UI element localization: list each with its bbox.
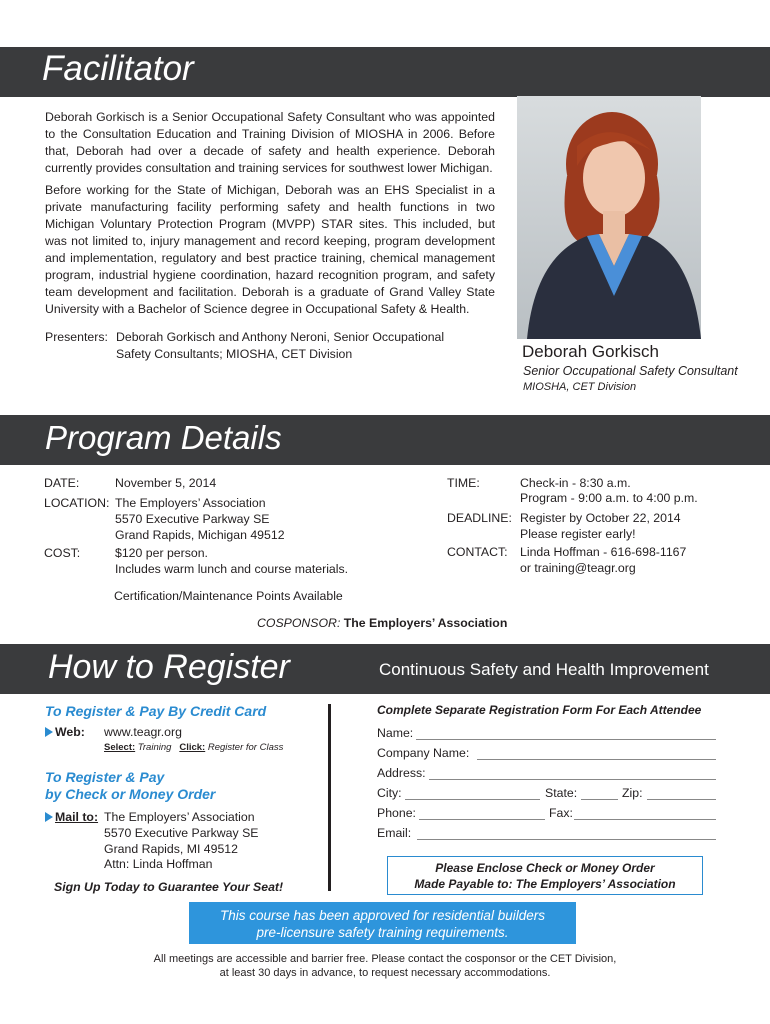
web-row — [45, 725, 85, 739]
mail-line-3: Grand Rapids, MI 49512 — [104, 842, 238, 856]
deadline-line-2: Please register early! — [520, 527, 636, 541]
state-field[interactable] — [581, 799, 618, 800]
email-field[interactable] — [417, 839, 716, 840]
check-heading-line-1: To Register & Pay — [45, 769, 165, 785]
location-line-2: 5570 Executive Parkway SE — [115, 512, 270, 526]
mail-to-row — [45, 810, 98, 824]
address-label: Address: — [377, 766, 426, 780]
deadline-line-1: Register by October 22, 2014 — [520, 511, 681, 525]
program-header-bar — [0, 415, 770, 465]
phone-label: Phone: — [377, 806, 416, 820]
date-label: DATE: — [44, 476, 80, 490]
company-field[interactable] — [477, 759, 716, 760]
photo-caption-title: Senior Occupational Safety Consultant — [523, 364, 738, 378]
signup-text: Sign Up Today to Guarantee Your Seat! — [54, 880, 284, 894]
contact-line-2: or training@teagr.org — [520, 561, 636, 575]
register-heading: How to Register — [48, 648, 290, 686]
mail-line-1: The Employers’ Association — [104, 810, 255, 824]
select-label: Select: — [104, 742, 136, 753]
program-heading: Program Details — [45, 419, 282, 456]
state-label: State: — [545, 786, 578, 800]
time-line-1: Check-in - 8:30 a.m. — [520, 476, 631, 490]
payment-note-line-2: Made Payable to: The Employers’ Association — [414, 877, 676, 891]
credit-card-heading: To Register & Pay By Credit Card — [45, 703, 267, 719]
date-value: November 5, 2014 — [115, 476, 217, 490]
photo-caption-name: Deborah Gorkisch — [522, 342, 660, 361]
city-field[interactable] — [405, 799, 540, 800]
section-divider — [328, 704, 331, 891]
payment-note-line-1: Please Enclose Check or Money Order — [435, 861, 655, 875]
select-click-instructions — [104, 742, 283, 753]
zip-label: Zip: — [622, 786, 643, 800]
check-heading-line-2: by Check or Money Order — [45, 786, 216, 802]
presenters-line-2: Safety Consultants; MIOSHA, CET Division — [116, 347, 353, 361]
address-field[interactable] — [429, 779, 716, 780]
select-value: Training — [137, 742, 172, 753]
approval-line-1: This course has been approved for residential builders — [220, 908, 545, 923]
deadline-label: DEADLINE: — [447, 511, 512, 525]
mail-line-2: 5570 Executive Parkway SE — [104, 826, 259, 840]
presenters-label: Presenters: — [45, 330, 108, 344]
click-label: Click: — [179, 742, 206, 753]
cosponsor-label: COSPONSOR: — [257, 616, 341, 630]
time-line-2: Program - 9:00 a.m. to 4:00 p.m. — [520, 491, 698, 505]
web-link[interactable]: www.teagr.org — [104, 725, 182, 739]
company-label: Company Name: — [377, 746, 470, 760]
certification-text: Certification/Maintenance Points Available — [114, 589, 343, 603]
accessibility-line-2: at least 30 days in advance, to request necessary accommodations. — [219, 967, 551, 979]
payment-note-box — [387, 856, 703, 895]
facilitator-heading: Facilitator — [42, 49, 194, 88]
mail-label: Mail to: — [55, 810, 99, 824]
contact-line-1: Linda Hoffman - 616-698-1167 — [520, 545, 687, 559]
cosponsor-value: The Employers’ Association — [343, 616, 508, 630]
register-subheading: Continuous Safety and Health Improvement — [379, 660, 709, 679]
time-label: TIME: — [447, 476, 480, 490]
fax-label: Fax: — [549, 806, 573, 820]
zip-field[interactable] — [647, 799, 716, 800]
facilitator-bio-paragraph-2: Before working for the State of Michigan, Deborah was an EHS Specialist in a private manufacturing facility performing safety and health functions in two Michigan Voluntary Protection Program (MVPP) STAR sites. This included, but was not limited to, injury management and record keeping, program development and implementation, regulatory and best practice training, chemical management program, industrial hygiene coordination, hazard recognition program, and safety team development and facilitation. Deborah is a graduate of Grand Valley State University with a Bachelor of Science degree in Occupational Safety & Health. — [45, 183, 495, 316]
name-label: Name: — [377, 726, 414, 740]
phone-field[interactable] — [419, 819, 545, 820]
approval-line-2: pre-licensure safety training requirements. — [256, 925, 509, 940]
cost-line-2: Includes warm lunch and course materials. — [115, 562, 349, 576]
location-line-1: The Employers’ Association — [115, 496, 266, 510]
location-label: LOCATION: — [44, 496, 110, 510]
cosponsor-line — [257, 616, 507, 630]
mail-arrow-icon — [45, 812, 53, 822]
click-value: Register for Class — [207, 742, 284, 753]
web-arrow-icon — [45, 727, 53, 737]
fax-field[interactable] — [574, 819, 716, 820]
name-field[interactable] — [416, 739, 716, 740]
web-label: Web: — [55, 725, 85, 739]
accessibility-line-1: All meetings are accessible and barrier free. Please contact the cosponsor or the CET Division, — [153, 953, 617, 965]
register-header-bar — [0, 644, 770, 694]
presenters-line-1: Deborah Gorkisch and Anthony Neroni, Senior Occupational — [116, 330, 445, 344]
facilitator-header-bar — [0, 47, 770, 97]
approval-banner — [189, 902, 576, 944]
contact-label: CONTACT: — [447, 545, 508, 559]
form-title: Complete Separate Registration Form For Each Attendee — [377, 703, 702, 717]
mail-line-4: Attn: Linda Hoffman — [104, 857, 213, 871]
city-label: City: — [377, 786, 402, 800]
location-line-3: Grand Rapids, Michigan 49512 — [115, 528, 285, 542]
photo-caption-org: MIOSHA, CET Division — [523, 381, 637, 393]
facilitator-bio-paragraph-1: Deborah Gorkisch is a Senior Occupational Safety Consultant who was appointed to the Consultation Education and Training Division of MIOSHA in 2006. Before that, Deborah had over a decade of safety and health experience. Deborah currently provides consultation and training services for southwest lower Michigan. — [45, 110, 495, 175]
cost-label: COST: — [44, 546, 81, 560]
email-label: Email: — [377, 826, 412, 840]
cost-line-1: $120 per person. — [115, 546, 208, 560]
facilitator-photo — [517, 96, 701, 339]
